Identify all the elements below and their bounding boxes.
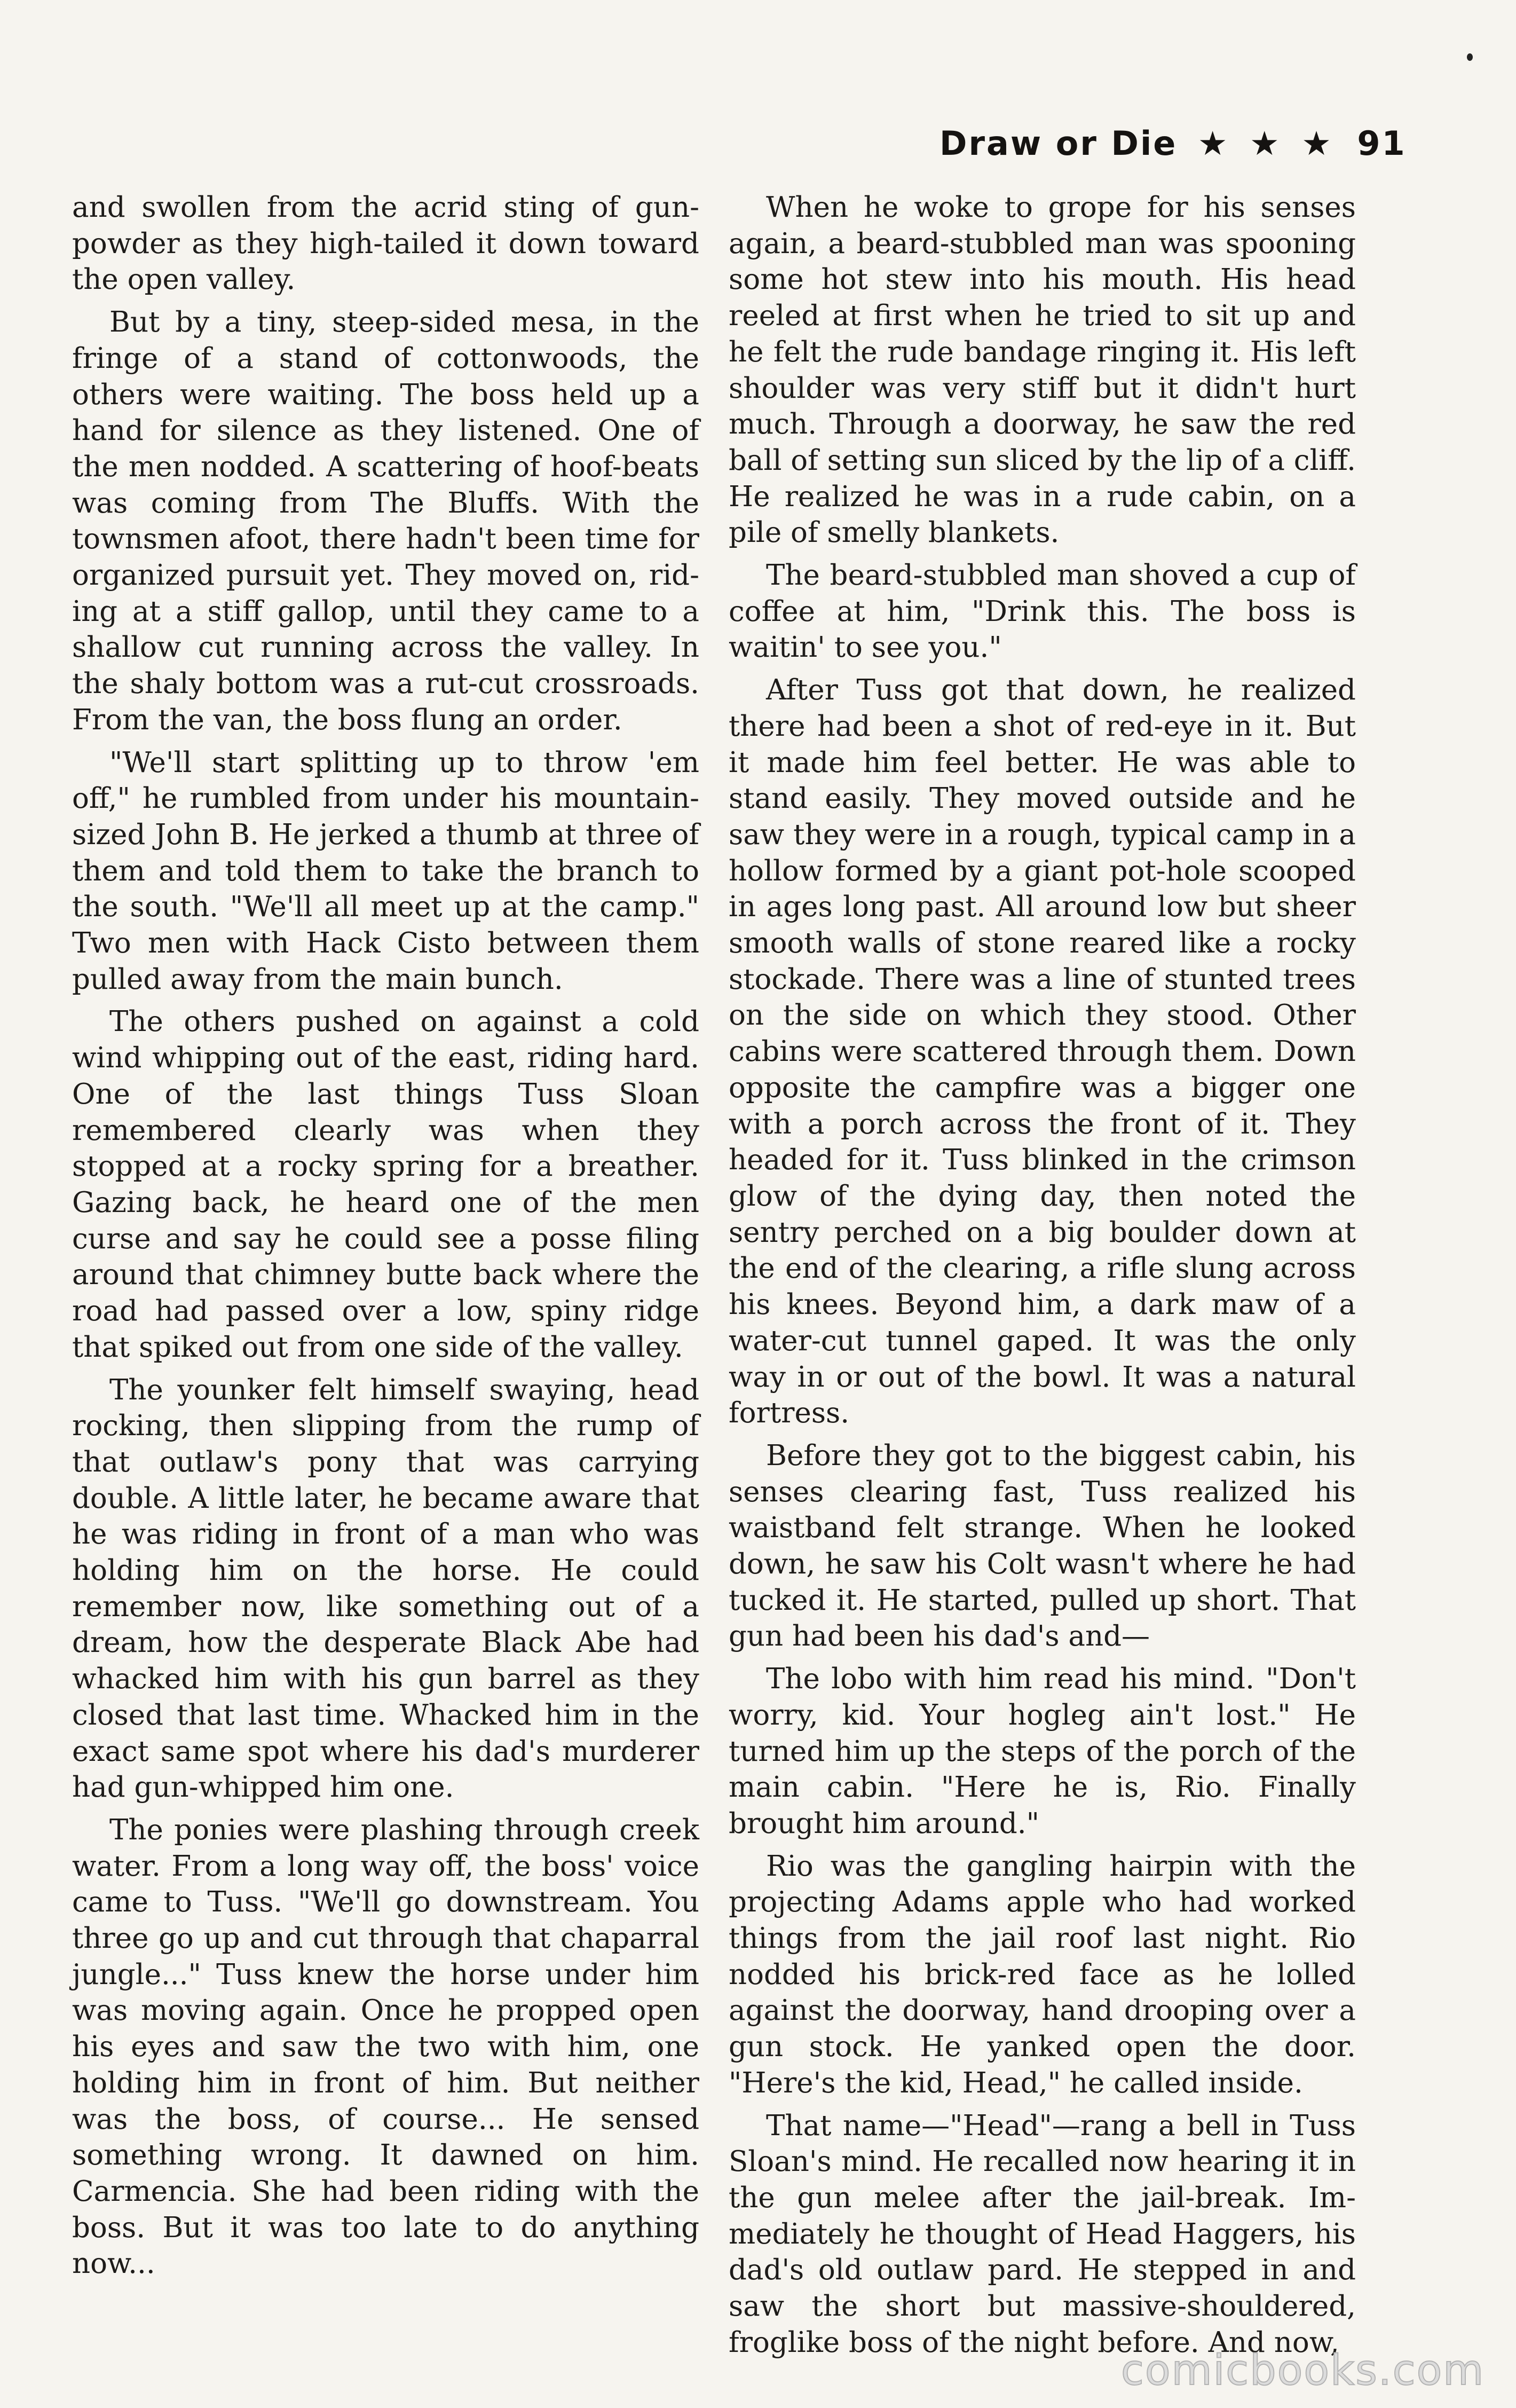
watermark: comicbooks.com: [1121, 2347, 1485, 2395]
paragraph: After Tuss got that down, he realized there had been a shot of red-eye in it. But it made him feel better. He was able to stand easily. They moved outside and he saw they were in a rough, typical camp in a hollow formed by a giant pot-hole scooped in ages long past. All around low but sheer smooth walls of stone reared like a rocky stockade. There was a line of stunted trees on the side on which they stood. Other cabins were scattered through them. Down opposite the campfire was a bigger one with a porch across the front of it. They headed for it. Tuss blinked in the crimson glow of the dying day, then noted the sentry perched on a big boulder down at the end of the clearing, a rifle slung across his knees. Beyond him, a dark maw of a water-cut tunnel gaped. It was the only way in or out of the bowl. It was a natural fortress.: [729, 674, 1356, 1430]
paragraph: Rio was the gangling hairpin with the projecting Adams apple who had worked things from the jail roof last night. Rio nodded his brick-red face as he lolled against the doorway, hand drooping over a gun stock. He yanked open the door. "Here's the kid, Head," he called inside.: [729, 1850, 1356, 2099]
paragraph: The ponies were plashing through creek water. From a long way off, the boss' voice came to Tuss. "We'll go downstream. You three go up and cut through that chaparral jungle..." Tuss knew the horse under him was moving again. Once he propped open his eyes and saw the two with him, one holding him in front of him. But neither was the boss, of course... He sensed something wrong. It dawned on him. Carmencia. She had been riding with the boss. But it was too late to do anything now...: [72, 1813, 699, 2280]
page-number: 91: [1357, 124, 1407, 163]
paragraph: The beard-stubbled man shoved a cup of coffee at him, "Drink this. The boss is waitin' to see you.": [729, 559, 1356, 664]
margin-dot: [1467, 53, 1473, 61]
running-header: [939, 124, 1452, 163]
paragraph: When he woke to grope for his senses again, a beard-stubbled man was spooning some hot stew into his mouth. His head reeled at first when he tried to sit up and he felt the rude bandage ringing it. His left shoulder was very stiff but it didn't hurt much. Through a doorway, he saw the red ball of setting sun sliced by the lip of a cliff. He realized he was in a rude cabin, on a pile of smelly blankets.: [729, 191, 1356, 549]
paragraph: and swollen from the acrid sting of gunpowder as they high-tailed it down toward the open valley.: [72, 191, 699, 296]
star-ornament: ★ ★ ★: [1197, 124, 1337, 163]
paragraph: The others pushed on against a cold wind whipping out of the east, riding hard. One of the last things Tuss Sloan remembered clearly was when they stopped at a rocky spring for a breather. Gazing back, he heard one of the men curse and say he could see a posse filing around that chimney butte back where the road had passed over a low, spiny ridge that spiked out from one side of the valley.: [72, 1005, 699, 1364]
left-column: [72, 190, 699, 2312]
story-title: Draw or Die: [939, 124, 1178, 163]
paragraph: "We'll start splitting up to throw 'em off," he rumbled from under his mountain-sized John B. He jerked a thumb at three of them and told them to take the branch to the south. "We'll all meet up at the camp." Two men with Hack Cisto between them pulled away from the main bunch.: [72, 746, 699, 996]
paragraph: But by a tiny, steep-sided mesa, in the fringe of a stand of cottonwoods, the others were waiting. The boss held up a hand for silence as they listened. One of the men nodded. A scattering of hoof-beats was coming from The Bluffs. With the townsmen afoot, there hadn't been time for organized pursuit yet. They moved on, riding at a stiff gallop, until they came to a shallow cut running across the valley. In the shaly bottom was a rut-cut crossroads. From the van, the boss flung an order.: [72, 306, 699, 736]
paragraph: The lobo with him read his mind. "Don't worry, kid. Your hogleg ain't lost." He turned him up the steps of the porch of the main cabin. "Here he is, Rio. Finally brought him around.": [729, 1663, 1356, 1840]
paragraph: That name—"Head"—rang a bell in Tuss Sloan's mind. He recalled now hearing it in the gun melee after the jail-break. Immediately he thought of Head Haggers, his dad's old outlaw pard. He stepped in and saw the short but massive-shouldered, froglike boss of the night before. And now,: [729, 2109, 1356, 2359]
right-column: [729, 190, 1356, 2359]
paragraph: The younker felt himself swaying, head rocking, then slipping from the rump of that outlaw's pony that was carrying double. A little later, he became aware that he was riding in front of a man who was holding him on the horse. He could remember now, like something out of a dream, how the desperate Black Abe had whacked him with his gun barrel as they closed that last time. Whacked him in the exact same spot where his dad's murderer had gun-whipped him one.: [72, 1373, 699, 1804]
paragraph: Before they got to the biggest cabin, his senses clearing fast, Tuss realized his waistband felt strange. When he looked down, he saw his Colt wasn't where he had tucked it. He started, pulled up short. That gun had been his dad's and—: [729, 1439, 1356, 1653]
